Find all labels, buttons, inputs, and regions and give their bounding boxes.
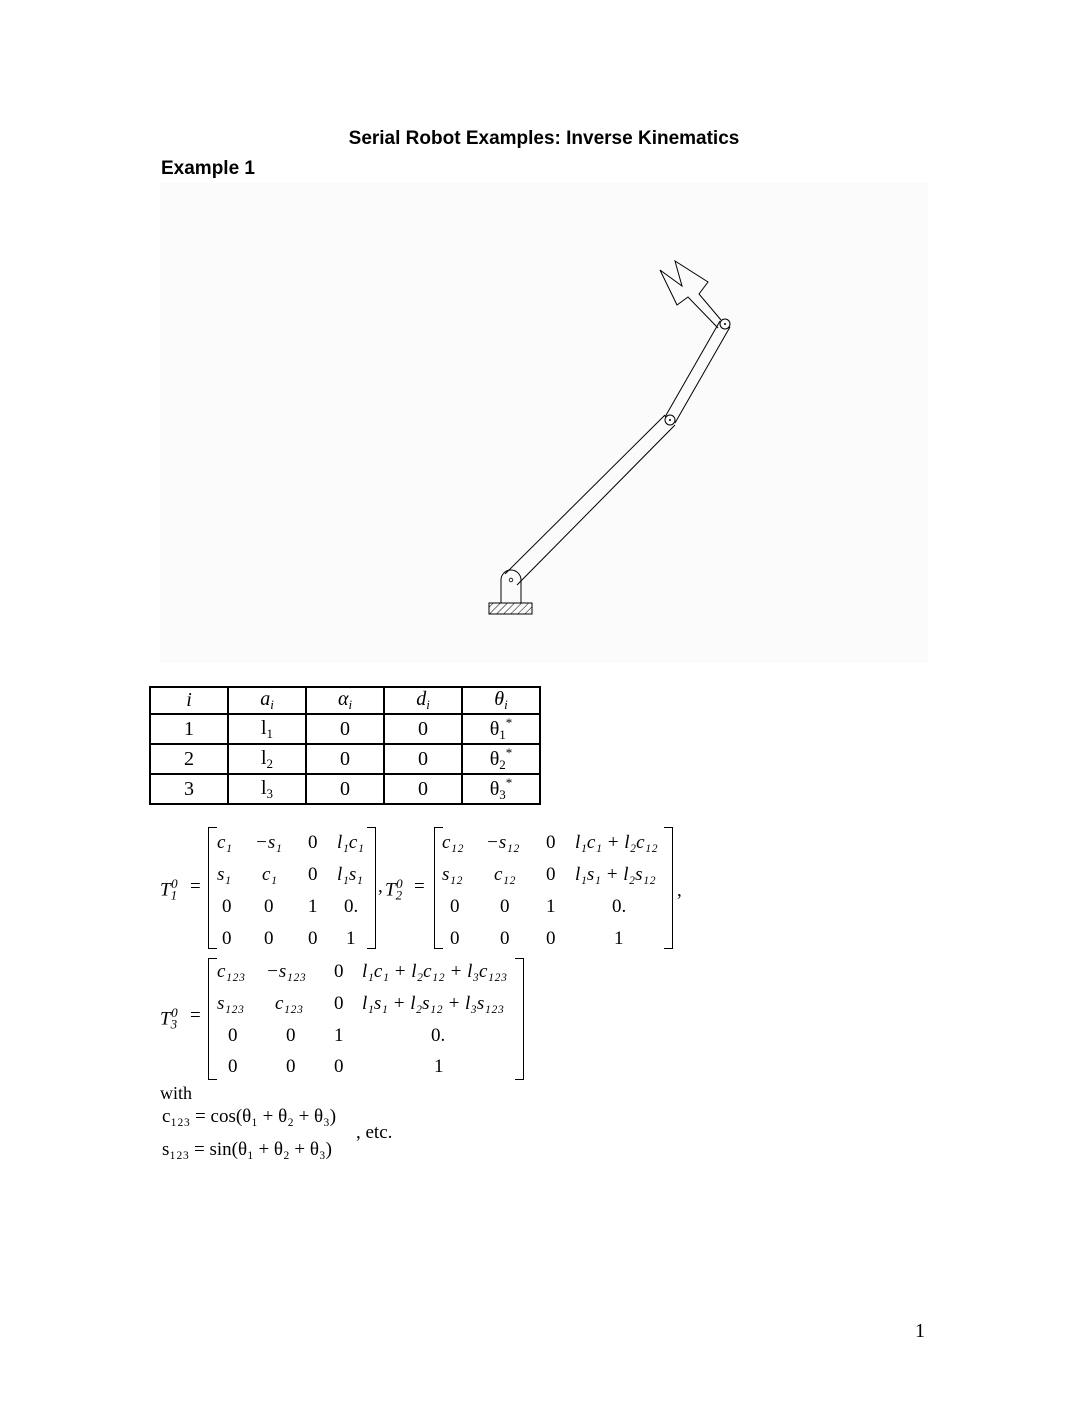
equals-sign: = bbox=[190, 1005, 201, 1026]
c123-definition: c₁₂₃ = cos(θ₁ + θ₂ + θ₃) bbox=[162, 1106, 337, 1127]
gripper bbox=[660, 261, 721, 328]
equals-sign: = bbox=[414, 876, 425, 897]
header-theta: $\theta_i$ bbox=[462, 687, 540, 714]
t3-label: $T_3^0$ bbox=[160, 1005, 178, 1032]
cell-a: $l_3$ bbox=[228, 774, 306, 804]
matrix-bracket-right bbox=[367, 827, 376, 949]
cell-theta: $\theta_2^*$ bbox=[462, 744, 540, 774]
cell-alpha: 0 bbox=[306, 744, 384, 774]
section-heading: Example 1 bbox=[161, 158, 255, 179]
header-a: $a_i$ bbox=[228, 687, 306, 714]
s123-definition: s₁₂₃ = sin(θ₁ + θ₂ + θ₃) bbox=[162, 1139, 332, 1160]
cell-i: 3 bbox=[150, 774, 228, 804]
table-row bbox=[150, 744, 540, 774]
matrix-bracket-right bbox=[515, 958, 524, 1080]
cell-d: 0 bbox=[384, 714, 462, 744]
cell-i: 2 bbox=[150, 744, 228, 774]
t1-label: $T_1^0$ bbox=[160, 876, 178, 903]
robot-arm-figure bbox=[160, 183, 928, 663]
page-title: Serial Robot Examples: Inverse Kinematics bbox=[348, 128, 740, 149]
matrix-bracket-right bbox=[664, 827, 673, 949]
cell-alpha: 0 bbox=[306, 774, 384, 804]
cell-i: 1 bbox=[150, 714, 228, 744]
pedestal bbox=[501, 570, 521, 603]
cell-d: 0 bbox=[384, 774, 462, 804]
etc-text: , etc. bbox=[356, 1122, 393, 1143]
ground-base bbox=[489, 603, 532, 614]
header-i: i bbox=[150, 687, 228, 714]
robot-arm-diagram bbox=[160, 183, 928, 663]
table-row bbox=[150, 714, 540, 744]
link-2 bbox=[665, 321, 730, 423]
matrix-bracket-left bbox=[208, 827, 217, 949]
cell-a: $l_1$ bbox=[228, 714, 306, 744]
header-d: $d_i$ bbox=[384, 687, 462, 714]
with-label: with bbox=[160, 1083, 193, 1103]
t2-label: $T_2^0$ bbox=[385, 876, 403, 903]
page-number: 1 bbox=[915, 1320, 925, 1342]
dh-parameter-table bbox=[149, 686, 541, 805]
table-header-row bbox=[150, 687, 540, 714]
comma: , bbox=[677, 880, 682, 901]
cell-theta: $\theta_1^*$ bbox=[462, 714, 540, 744]
cell-a: $l_2$ bbox=[228, 744, 306, 774]
link-1 bbox=[505, 415, 675, 585]
table-row bbox=[150, 774, 540, 804]
cell-d: 0 bbox=[384, 744, 462, 774]
cell-alpha: 0 bbox=[306, 714, 384, 744]
equals-sign: = bbox=[190, 876, 201, 897]
header-alpha: $\alpha_i$ bbox=[306, 687, 384, 714]
matrix-bracket-left bbox=[208, 958, 217, 1080]
comma: , bbox=[378, 876, 383, 897]
cell-theta: $\theta_3^*$ bbox=[462, 774, 540, 804]
